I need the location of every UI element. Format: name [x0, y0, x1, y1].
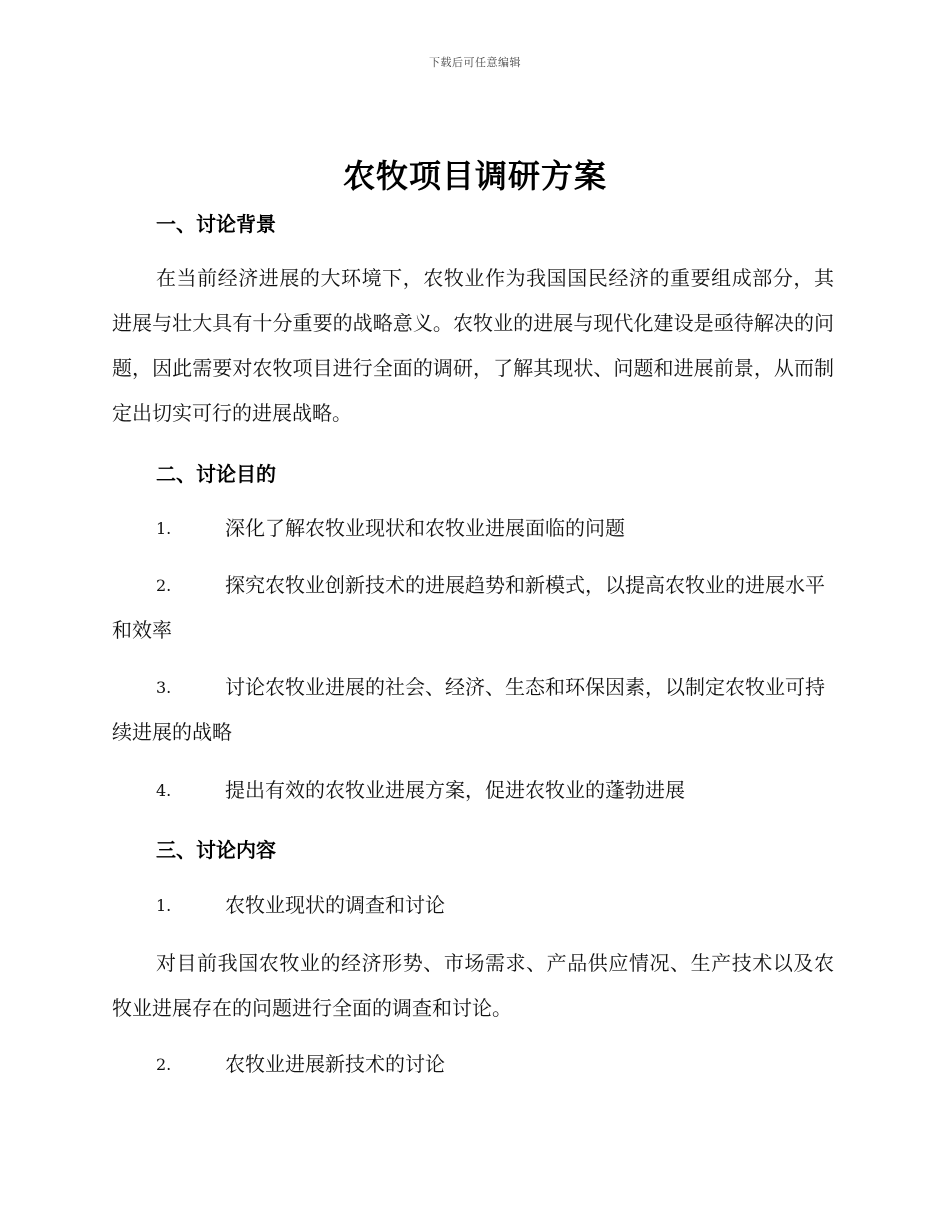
item-number: 1.	[156, 519, 172, 538]
page-header-note: 下载后可任意编辑	[429, 56, 521, 69]
purpose-item	[112, 768, 834, 813]
purpose-item	[112, 506, 834, 551]
content-item	[112, 1042, 834, 1087]
item-number: 2.	[156, 576, 172, 595]
section-heading-background: 一、讨论背景	[156, 212, 276, 236]
item-text: 农牧业现状的调查和讨论	[225, 893, 445, 917]
section-heading-purpose: 二、讨论目的	[156, 462, 276, 486]
item-number: 3.	[156, 678, 172, 697]
item-text: 深化了解农牧业现状和农牧业进展面临的问题	[225, 516, 625, 540]
purpose-item	[112, 563, 834, 653]
item-number: 2.	[156, 1055, 172, 1074]
item-number: 4.	[156, 781, 172, 800]
document-title: 农牧项目调研方案	[342, 157, 607, 195]
item-number: 1.	[156, 896, 172, 915]
content-item	[112, 883, 834, 928]
section-heading-content: 三、讨论内容	[156, 838, 276, 862]
item-text: 提出有效的农牧业进展方案，促进农牧业的蓬勃进展	[225, 778, 685, 802]
content-item-paragraph: 对目前我国农牧业的经济形势、市场需求、产品供应情况、生产技术以及农牧业进展存在的问题进行全面的调查和讨论。	[112, 951, 834, 1020]
item-text: 农牧业进展新技术的讨论	[225, 1052, 445, 1076]
item-text: 探究农牧业创新技术的进展趋势和新模式，以提高农牧业的进展水平和效率	[112, 573, 825, 642]
purpose-item	[112, 665, 834, 755]
item-text: 讨论农牧业进展的社会、经济、生态和环保因素，以制定农牧业可持续进展的战略	[112, 675, 825, 744]
background-paragraph: 在当前经济进展的大环境下，农牧业作为我国国民经济的重要组成部分，其进展与壮大具有十分重要的战略意义。农牧业的进展与现代化建设是亟待解决的问题，因此需要对农牧项目进行全面的调研，了解其现状、问题和进展前景，从而制定出切实可行的进展战略。	[112, 266, 834, 425]
